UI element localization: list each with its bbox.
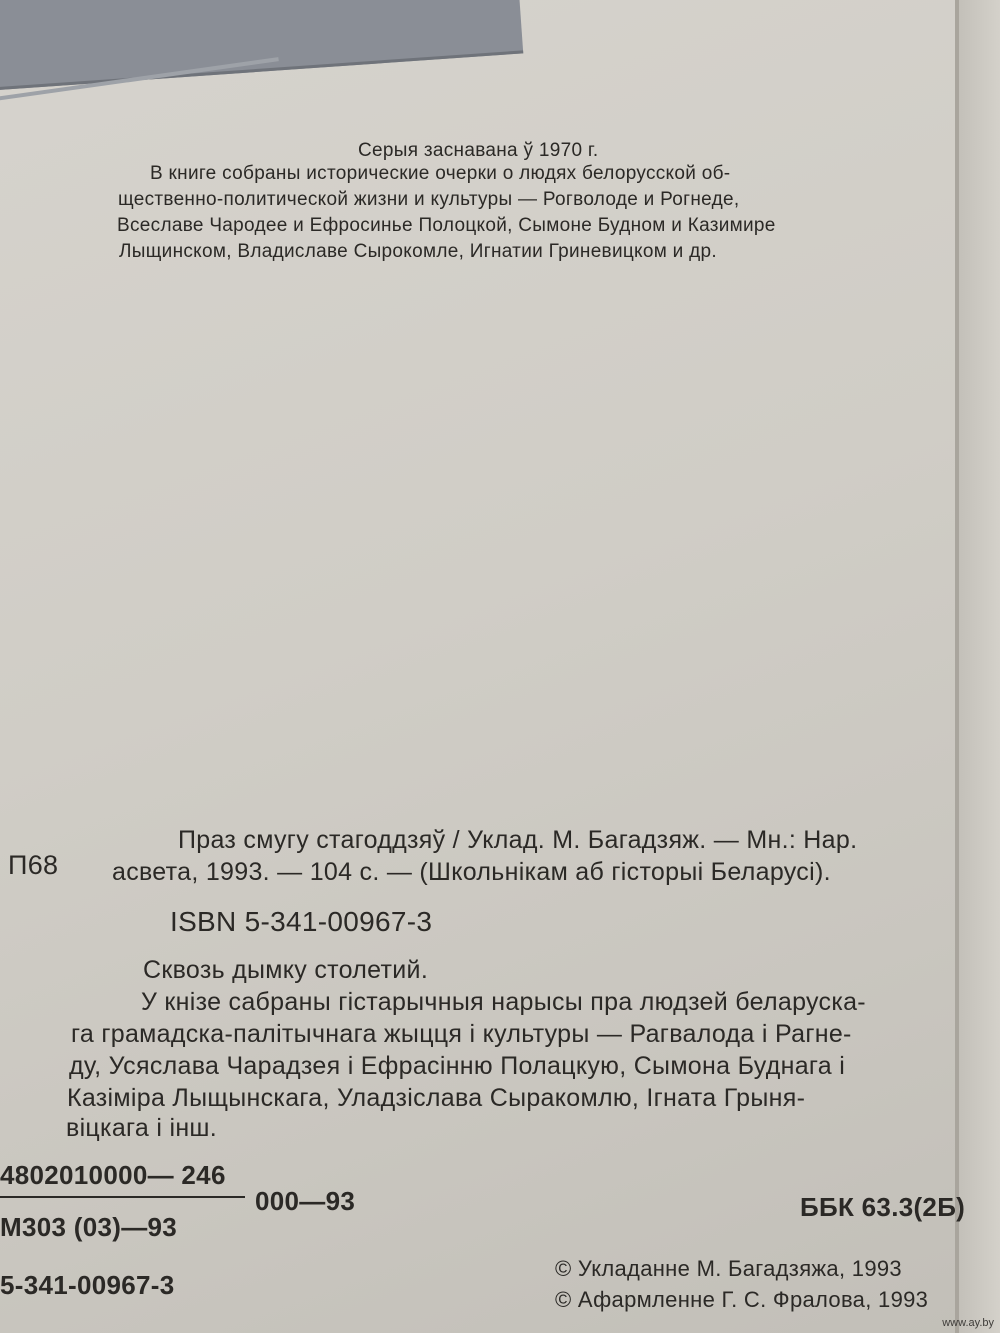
annotation-be-line: га грамадска-палітычнага жыцця і культуры — Рагвалода і Рагне- bbox=[71, 1020, 852, 1048]
series-note: Серыя заснавана ў 1970 г. bbox=[358, 140, 599, 161]
isbn-short: 5-341-00967-3 bbox=[0, 1270, 175, 1300]
annotation-ru-line: Лыщинском, Владиславе Сырокомле, Игнатии Гриневицком и др. bbox=[119, 241, 718, 262]
annotation-be-line: ду, Усяслава Чарадзея і Ефрасінню Полацкую, Сымона Буднага і bbox=[69, 1052, 846, 1080]
catalog-code-numerator: 4802010000— 246 bbox=[0, 1160, 226, 1190]
isbn: ISBN 5-341-00967-3 bbox=[170, 906, 433, 937]
bibliographic-line: Праз смугу стагоддзяў / Уклад. М. Багадзяж. — Мн.: Нар. bbox=[178, 826, 858, 854]
copyright-line: © Укладанне М. Багадзяжа, 1993 bbox=[555, 1256, 902, 1281]
russian-title: Сквозь дымку столетий. bbox=[143, 956, 429, 984]
watermark: www.ay.by bbox=[942, 1317, 994, 1329]
catalog-code-mid: 000—93 bbox=[255, 1186, 356, 1216]
annotation-ru-line: Всеславе Чародее и Ефросинье Полоцкой, Сымоне Будном и Казимире bbox=[117, 215, 776, 236]
annotation-ru-line: В книге собраны исторические очерки о людях белорусской об- bbox=[150, 163, 731, 184]
bbk-code: ББК 63.3(2Б) bbox=[800, 1192, 966, 1222]
annotation-ru-line: щественно-политической жизни и культуры — Рогволоде и Рогнеде, bbox=[118, 189, 740, 210]
annotation-be-line: Казіміра Лыщынскага, Уладзіслава Сыракомлю, Ігната Грыня- bbox=[67, 1084, 806, 1112]
annotation-be-line: віцкага і інш. bbox=[66, 1114, 218, 1142]
annotation-be-line: У кнізе сабраны гістарычныя нарысы пра людзей беларуска- bbox=[141, 988, 866, 1016]
copyright-line: © Афармленне Г. С. Фралова, 1993 bbox=[555, 1287, 929, 1312]
bibliographic-line: асвета, 1993. — 104 с. — (Школьнікам аб гісторыі Беларусі). bbox=[112, 858, 831, 886]
catalog-code-denominator: М303 (03)—93 bbox=[0, 1212, 178, 1242]
previous-page-edge bbox=[0, 0, 523, 92]
next-page-margin bbox=[959, 0, 1000, 1333]
fraction-rule bbox=[0, 1196, 245, 1198]
index-code: П68 bbox=[8, 850, 59, 880]
